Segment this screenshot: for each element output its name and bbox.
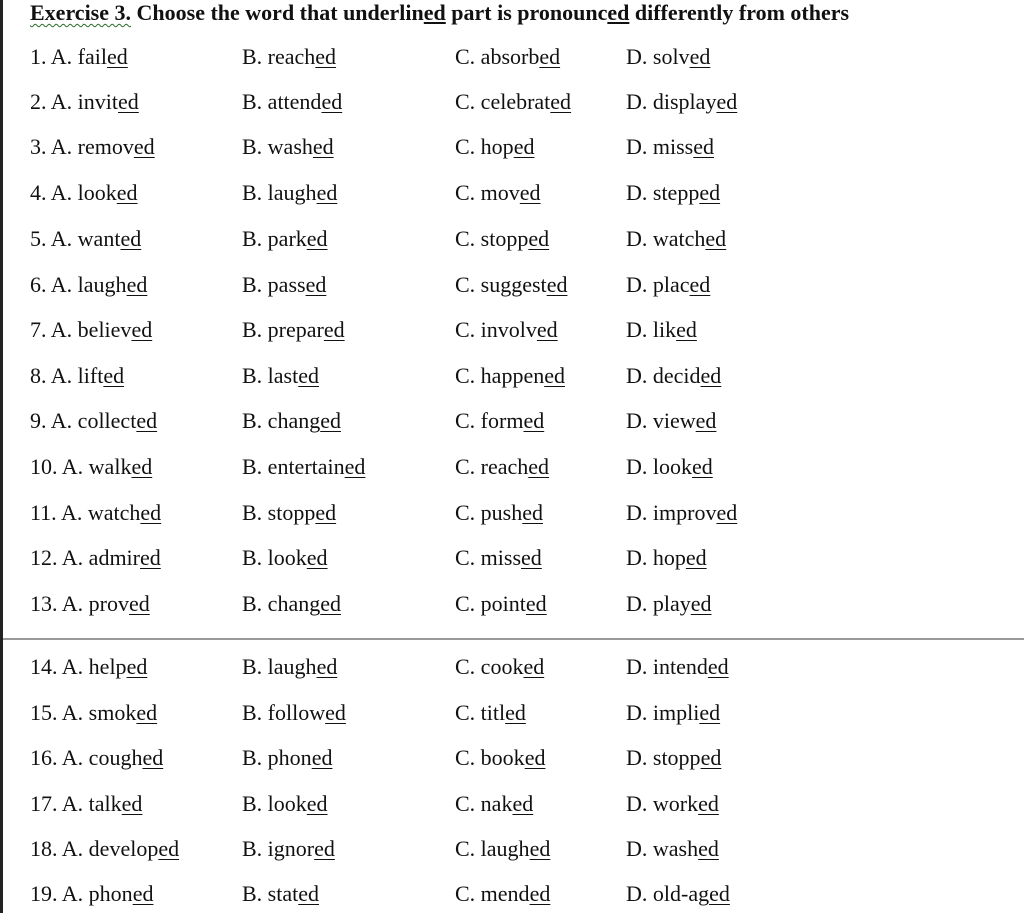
question-row	[0, 42, 1024, 72]
option-a	[30, 224, 141, 254]
underlined-ending: ed	[131, 317, 153, 342]
option-a	[30, 452, 152, 482]
underlined-ending: ed	[103, 363, 125, 388]
question-row	[0, 406, 1024, 436]
option-text: 14. A. help	[30, 654, 127, 679]
option-a	[30, 743, 163, 773]
option-text: 6. A. laugh	[30, 272, 127, 297]
option-d	[626, 589, 712, 619]
underlined-ending: ed	[699, 700, 721, 725]
underlined-ending: ed	[121, 791, 143, 816]
option-text: B. attend	[242, 89, 322, 114]
underlined-ending: ed	[700, 363, 722, 388]
question-row	[0, 652, 1024, 682]
underlined-ending: ed	[685, 545, 707, 570]
option-text: 10. A. walk	[30, 454, 132, 479]
option-d	[626, 42, 710, 72]
option-text: D. stepp	[626, 180, 700, 205]
option-text: C. involv	[455, 317, 537, 342]
underlined-ending: ed	[315, 500, 337, 525]
option-d	[626, 652, 729, 682]
option-text: B. phon	[242, 745, 312, 770]
underlined-ending: ed	[325, 700, 346, 725]
option-text: 1. A. fail	[30, 44, 107, 69]
option-text: B. stat	[242, 881, 299, 906]
underlined-ending: ed	[692, 454, 713, 479]
option-d	[626, 315, 697, 345]
option-text: B. prepar	[242, 317, 324, 342]
option-text: C. celebrat	[455, 89, 551, 114]
option-b	[242, 652, 337, 682]
option-b	[242, 789, 328, 819]
underlined-ending: ed	[716, 89, 738, 114]
question-row	[0, 498, 1024, 528]
option-d	[626, 178, 720, 208]
option-b	[242, 834, 335, 864]
question-row	[0, 834, 1024, 864]
option-d	[626, 743, 721, 773]
option-text: B. look	[242, 791, 307, 816]
underlined-ending: ed	[320, 591, 341, 616]
option-text: C. cook	[455, 654, 524, 679]
underlined-ending: ed	[136, 408, 158, 433]
option-c	[455, 42, 560, 72]
option-c	[455, 652, 544, 682]
option-text: B. wash	[242, 134, 313, 159]
option-text: D. watch	[626, 226, 706, 251]
option-text: D. impli	[626, 700, 700, 725]
underlined-ending: ed	[116, 180, 138, 205]
option-text: 15. A. smok	[30, 700, 137, 725]
option-text: B. laugh	[242, 180, 317, 205]
option-d	[626, 361, 721, 391]
option-d	[626, 879, 730, 909]
option-text: C. stopp	[455, 226, 529, 251]
underlined-ending: ed	[298, 881, 319, 906]
option-text: C. mov	[455, 180, 520, 205]
option-a	[30, 543, 161, 573]
underlined-ending: ed	[528, 454, 550, 479]
underlined-ending: ed	[689, 44, 711, 69]
question-row	[0, 698, 1024, 728]
option-text: D. decid	[626, 363, 701, 388]
question-row	[0, 87, 1024, 117]
underlined-ending: ed	[140, 545, 161, 570]
option-b	[242, 178, 337, 208]
underlined-ending: ed	[705, 226, 727, 251]
option-a	[30, 589, 150, 619]
underlined-ending: ed	[316, 654, 338, 679]
option-text: 8. A. lift	[30, 363, 104, 388]
underlined-ending: ed	[544, 363, 565, 388]
option-b	[242, 132, 334, 162]
underlined-ending: ed	[539, 44, 561, 69]
underlined-ending: ed	[699, 180, 721, 205]
underlined-ending: ed	[523, 654, 545, 679]
option-text: D. hop	[626, 545, 686, 570]
underlined-ending: ed	[529, 836, 551, 861]
option-text: B. ignor	[242, 836, 315, 861]
underlined-ending: ed	[312, 134, 334, 159]
underlined-ending: ed	[522, 500, 544, 525]
underlined-ending: ed	[323, 317, 345, 342]
option-text: D. look	[626, 454, 692, 479]
option-b	[242, 589, 341, 619]
option-c	[455, 270, 567, 300]
option-text: B. laugh	[242, 654, 317, 679]
option-text: 11. A. watch	[30, 500, 141, 525]
option-d	[626, 543, 707, 573]
underlined-ending: ed	[513, 134, 535, 159]
option-text: C. nak	[455, 791, 513, 816]
option-b	[242, 543, 328, 573]
option-a	[30, 87, 139, 117]
underlined-ending: ed	[690, 591, 712, 616]
option-text: C. book	[455, 745, 525, 770]
option-b	[242, 42, 336, 72]
option-text: C. hop	[455, 134, 514, 159]
option-a	[30, 361, 124, 391]
underlined-ending: ed	[693, 134, 715, 159]
question-row	[0, 315, 1024, 345]
option-d	[626, 698, 720, 728]
option-b	[242, 224, 328, 254]
option-text: B. last	[242, 363, 299, 388]
option-c	[455, 178, 541, 208]
option-c	[455, 452, 549, 482]
option-b	[242, 498, 336, 528]
underlined-ending: ed	[118, 89, 139, 114]
option-text: B. pass	[242, 272, 306, 297]
underlined-ending: ed	[344, 454, 366, 479]
underlined-ending: ed	[305, 272, 327, 297]
option-c	[455, 698, 526, 728]
underlined-ending: ed	[132, 881, 154, 906]
underlined-ending: ed	[126, 272, 148, 297]
option-b	[242, 743, 332, 773]
option-c	[455, 315, 558, 345]
underlined-ending: ed	[698, 791, 719, 816]
option-text: D. work	[626, 791, 699, 816]
option-b	[242, 315, 345, 345]
option-text: B. follow	[242, 700, 326, 725]
option-c	[455, 879, 550, 909]
option-a	[30, 132, 155, 162]
option-a	[30, 789, 142, 819]
underlined-ending: ed	[689, 272, 711, 297]
option-text: C. suggest	[455, 272, 547, 297]
option-text: C. titl	[455, 700, 506, 725]
underlined-ending: ed	[298, 363, 319, 388]
question-row	[0, 361, 1024, 391]
option-text: 9. A. collect	[30, 408, 137, 433]
option-text: D. old-ag	[626, 881, 710, 906]
option-text: B. chang	[242, 408, 321, 433]
underlined-ending: ed	[709, 881, 730, 906]
underlined-ending: ed	[140, 500, 162, 525]
option-text: B. chang	[242, 591, 321, 616]
underlined-ending: ed	[676, 317, 697, 342]
underlined-ending: ed	[133, 134, 155, 159]
underlined-ending: ed	[528, 226, 550, 251]
question-row	[0, 543, 1024, 573]
option-b	[242, 270, 326, 300]
option-a	[30, 42, 128, 72]
question-row	[0, 879, 1024, 909]
option-c	[455, 743, 545, 773]
option-text: C. push	[455, 500, 523, 525]
underlined-ending: ed	[700, 745, 722, 770]
question-row	[0, 132, 1024, 162]
underlined-ending: ed	[536, 317, 558, 342]
option-c	[455, 543, 542, 573]
option-text: 7. A. believ	[30, 317, 132, 342]
underlined-ending: ed	[120, 226, 142, 251]
option-b	[242, 698, 346, 728]
option-text: 3. A. remov	[30, 134, 134, 159]
underlined-ending: ed	[131, 454, 153, 479]
underlined-ending: ed	[311, 745, 333, 770]
underlined-ending: ed	[529, 881, 551, 906]
option-c	[455, 834, 550, 864]
option-c	[455, 361, 565, 391]
option-d	[626, 224, 726, 254]
option-text: C. laugh	[455, 836, 530, 861]
option-b	[242, 406, 341, 436]
option-d	[626, 270, 710, 300]
option-text: 5. A. want	[30, 226, 121, 251]
option-c	[455, 589, 547, 619]
option-text: C. happen	[455, 363, 545, 388]
underlined-ending: ed	[320, 408, 341, 433]
underlined-ending: ed	[306, 791, 328, 816]
underlined-ending: ed	[695, 408, 717, 433]
option-text: 13. A. prov	[30, 591, 129, 616]
option-a	[30, 406, 157, 436]
option-a	[30, 698, 157, 728]
underlined-ending: ed	[142, 745, 164, 770]
underlined-ending: ed	[306, 545, 328, 570]
option-d	[626, 789, 719, 819]
option-text: 12. A. admir	[30, 545, 140, 570]
underlined-ending: ed	[525, 591, 547, 616]
underlined-ending: ed	[314, 836, 335, 861]
option-text: D. wash	[626, 836, 699, 861]
option-text: D. view	[626, 408, 696, 433]
underlined-ending: ed	[519, 180, 541, 205]
underlined-ending: ed	[546, 272, 568, 297]
option-text: B. look	[242, 545, 307, 570]
underlined-ending: ed	[321, 89, 343, 114]
option-text: 17. A. talk	[30, 791, 122, 816]
title-underlined-1: ed	[423, 0, 446, 25]
option-b	[242, 87, 342, 117]
underlined-ending: ed	[512, 791, 534, 816]
underlined-ending: ed	[521, 545, 542, 570]
option-text: 4. A. look	[30, 180, 117, 205]
option-text: 19. A. phon	[30, 881, 133, 906]
question-row	[0, 743, 1024, 773]
option-text: D. plac	[626, 272, 690, 297]
underlined-ending: ed	[524, 745, 546, 770]
question-row	[0, 270, 1024, 300]
title-text-2: part is pronounc	[445, 0, 608, 25]
option-text: B. entertain	[242, 454, 345, 479]
option-text: B. reach	[242, 44, 316, 69]
underlined-ending: ed	[716, 500, 738, 525]
option-d	[626, 87, 737, 117]
option-text: B. stopp	[242, 500, 316, 525]
option-text: 18. A. develop	[30, 836, 159, 861]
underlined-ending: ed	[316, 180, 338, 205]
underlined-ending: ed	[550, 89, 572, 114]
option-b	[242, 452, 365, 482]
underlined-ending: ed	[306, 226, 328, 251]
underlined-ending: ed	[158, 836, 180, 861]
underlined-ending: ed	[698, 836, 719, 861]
exercise-label: Exercise 3.	[30, 0, 132, 25]
title-underlined-2: ed	[607, 0, 630, 25]
underlined-ending: ed	[136, 700, 158, 725]
option-a	[30, 879, 153, 909]
option-c	[455, 498, 543, 528]
option-text: D. miss	[626, 134, 694, 159]
question-row	[0, 178, 1024, 208]
underlined-ending: ed	[129, 591, 150, 616]
underlined-ending: ed	[315, 44, 337, 69]
exercise-title	[30, 0, 849, 30]
option-text: C. form	[455, 408, 524, 433]
question-row	[0, 452, 1024, 482]
option-text: C. miss	[455, 545, 522, 570]
option-text: C. reach	[455, 454, 529, 479]
option-d	[626, 406, 716, 436]
question-row	[0, 589, 1024, 619]
option-text: D. intend	[626, 654, 708, 679]
option-c	[455, 789, 533, 819]
option-text: C. point	[455, 591, 526, 616]
underlined-ending: ed	[707, 654, 729, 679]
page-break-divider	[3, 638, 1024, 640]
underlined-ending: ed	[505, 700, 526, 725]
title-text-1: Choose the word that underlin	[131, 0, 424, 25]
question-row	[0, 789, 1024, 819]
option-a	[30, 315, 152, 345]
option-d	[626, 834, 719, 864]
option-b	[242, 879, 319, 909]
option-a	[30, 270, 147, 300]
option-text: C. mend	[455, 881, 530, 906]
option-c	[455, 132, 534, 162]
option-a	[30, 498, 161, 528]
option-text: B. park	[242, 226, 307, 251]
option-text: 16. A. cough	[30, 745, 143, 770]
option-text: D. lik	[626, 317, 677, 342]
option-d	[626, 132, 714, 162]
option-text: D. display	[626, 89, 717, 114]
option-c	[455, 406, 544, 436]
option-text: D. solv	[626, 44, 690, 69]
option-text: D. improv	[626, 500, 717, 525]
option-text: D. stopp	[626, 745, 701, 770]
question-row	[0, 224, 1024, 254]
title-text-3: differently from others	[629, 0, 850, 25]
underlined-ending: ed	[107, 44, 128, 69]
option-text: D. play	[626, 591, 691, 616]
underlined-ending: ed	[126, 654, 148, 679]
option-c	[455, 87, 571, 117]
option-c	[455, 224, 549, 254]
option-d	[626, 498, 737, 528]
option-a	[30, 652, 147, 682]
option-text: 2. A. invit	[30, 89, 119, 114]
option-d	[626, 452, 713, 482]
option-a	[30, 834, 179, 864]
underlined-ending: ed	[523, 408, 545, 433]
option-b	[242, 361, 319, 391]
option-text: C. absorb	[455, 44, 540, 69]
option-a	[30, 178, 138, 208]
